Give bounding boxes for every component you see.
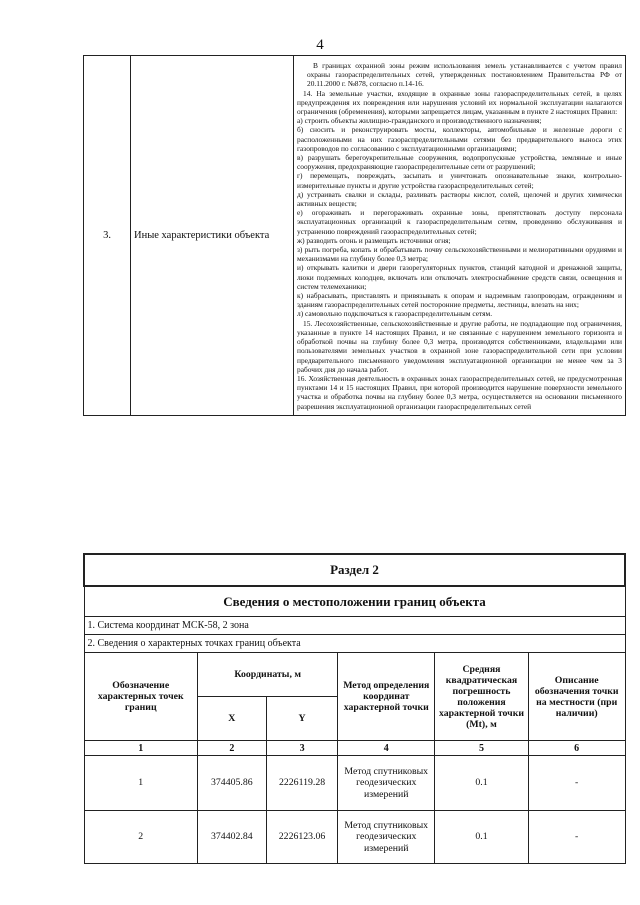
paragraph: 16. Хозяйственная деятельность в охранных зонах газораспределительных сетей, не предусмотренная пунктами 14 и 15 настоящих Правил, при которой производится нарушение поверхности земельного участка и обработка почвы на глубину более 0,3 метра, осуществляется на основании письменного разрешения эксплуатационной организации газораспределительных сетей (297, 373, 622, 411)
method: Метод спутниковых геодезических измерений (338, 811, 435, 864)
paragraph: е) огораживать и перегораживать охранные зоны, препятствовать доступу персонала эксплуатационных организаций к газораспределительным сетям, проведению обслуживания и устранению повреждений газораспределительных сетей; (297, 208, 622, 236)
table-row (84, 56, 626, 416)
table-row (84, 811, 625, 864)
paragraph: б) сносить и реконструировать мосты, коллекторы, автомобильные и железные дороги с расположенными на них газораспределительными сетями без предварительного выноса этих газопроводов по согласованию с эксплуатационными организациями; (297, 125, 622, 153)
point-designation: 1 (84, 756, 197, 811)
col-number: 3 (266, 741, 338, 756)
section-heading: Раздел 2 (84, 554, 625, 586)
coord-x: 374405.86 (197, 756, 266, 811)
col-header-designation: Обозначение характерных точек границ (84, 653, 197, 741)
col-header-coords: Координаты, м (197, 653, 337, 697)
table-row (84, 756, 625, 811)
paragraph: г) перемещать, повреждать, засыпать и уничтожать опознавательные знаки, контрольно-измерительные пункты и другие устройства газораспределительных сетей; (297, 171, 622, 190)
section-title: Сведения о местоположении границ объекта (84, 586, 625, 617)
paragraph: а) строить объекты жилищно-гражданского и производственного назначения; (297, 116, 542, 126)
col-number: 1 (84, 741, 197, 756)
col-number: 2 (197, 741, 266, 756)
object-characteristics-table (83, 55, 626, 416)
paragraph: В границах охранной зоны режим использования земель устанавливается с учетом правил охраны газораспределительных сетей, утвержденных постановлением Правительства РФ от 20.11.2000 г. №878, согласно п.14-16. (307, 61, 622, 89)
col-number: 5 (435, 741, 529, 756)
description: - (528, 756, 625, 811)
col-header-x: X (197, 697, 266, 741)
coord-system: 1. Система координат МСК-58, 2 зона (84, 617, 625, 635)
page-number: 4 (316, 37, 324, 53)
coord-y: 2226119.28 (266, 756, 338, 811)
coord-y: 2226123.06 (266, 811, 338, 864)
error: 0.1 (435, 811, 529, 864)
coord-x: 374402.84 (197, 811, 266, 864)
col-header-method: Метод определения координат характерной точки (338, 653, 435, 741)
row-number: 3. (84, 56, 131, 416)
col-header-error: Средняя квадратическая погрешность положения характерной точки (Mt), м (435, 653, 529, 741)
paragraph: л) самовольно подключаться к газораспределительным сетям. (297, 309, 493, 319)
description: - (528, 811, 625, 864)
paragraph: 14. На земельные участки, входящие в охранные зоны газораспределительных сетей, в целях предупреждения их повреждения или нарушения условий их нормальной эксплуатации налагаются ограничения (обременения), которыми запрещается лицам, указанным в пункте 2 настоящих Правил: (297, 88, 622, 117)
col-header-description: Описание обозначения точки на местности (при наличии) (528, 653, 625, 741)
paragraph: и) открывать калитки и двери газорегуляторных пунктов, станций катодной и дренажной защиты, люки подземных колодцев, включать или отключать электроснабжение средств связи, освещения и систем телемеханики; (297, 263, 622, 291)
method: Метод спутниковых геодезических измерений (338, 756, 435, 811)
paragraph: в) разрушать берегоукрепительные сооружения, водопропускные устройства, земляные и иные сооружения, предохраняющие газораспределительные сети от разрушений; (297, 153, 622, 172)
points-caption: 2. Сведения о характерных точках границ объекта (84, 635, 625, 653)
paragraph: 15. Лесохозяйственные, сельскохозяйственные и другие работы, не подпадающие под ограничения, указанные в пункте 14 настоящих Правил, и не связанные с нарушением земельного горизонта и обработкой почвы на глубину более 0,3 метра, производятся собственниками, владельцами или пользователями земельных участков в охранной зоне газораспределительной сети при условии предварительного письменного уведомления эксплуатационной организации не менее чем за 3 рабочих дня до начала работ. (297, 318, 622, 374)
row-description (294, 56, 626, 416)
row-name: Иные характеристики объекта (131, 56, 294, 416)
error: 0.1 (435, 756, 529, 811)
col-number: 4 (338, 741, 435, 756)
paragraph: ж) разводить огонь и размещать источники огня; (297, 235, 451, 245)
paragraph: к) набрасывать, приставлять и привязывать к опорам и надземным газопроводам, ограждениям и зданиям газораспределительных сетей посторонние предметы, лестницы, влезать на них; (297, 291, 622, 310)
point-designation: 2 (84, 811, 197, 864)
col-header-y: Y (266, 697, 338, 741)
paragraph: з) рыть погреба, копать и обрабатывать почву сельскохозяйственными и мелиоративными орудиями и механизмами на глубину более 0,3 метра; (297, 245, 622, 264)
paragraph: д) устраивать свалки и склады, разливать растворы кислот, солей, щелочей и других химически активных веществ; (297, 189, 622, 209)
section-2-table (83, 553, 626, 864)
col-number: 6 (528, 741, 625, 756)
